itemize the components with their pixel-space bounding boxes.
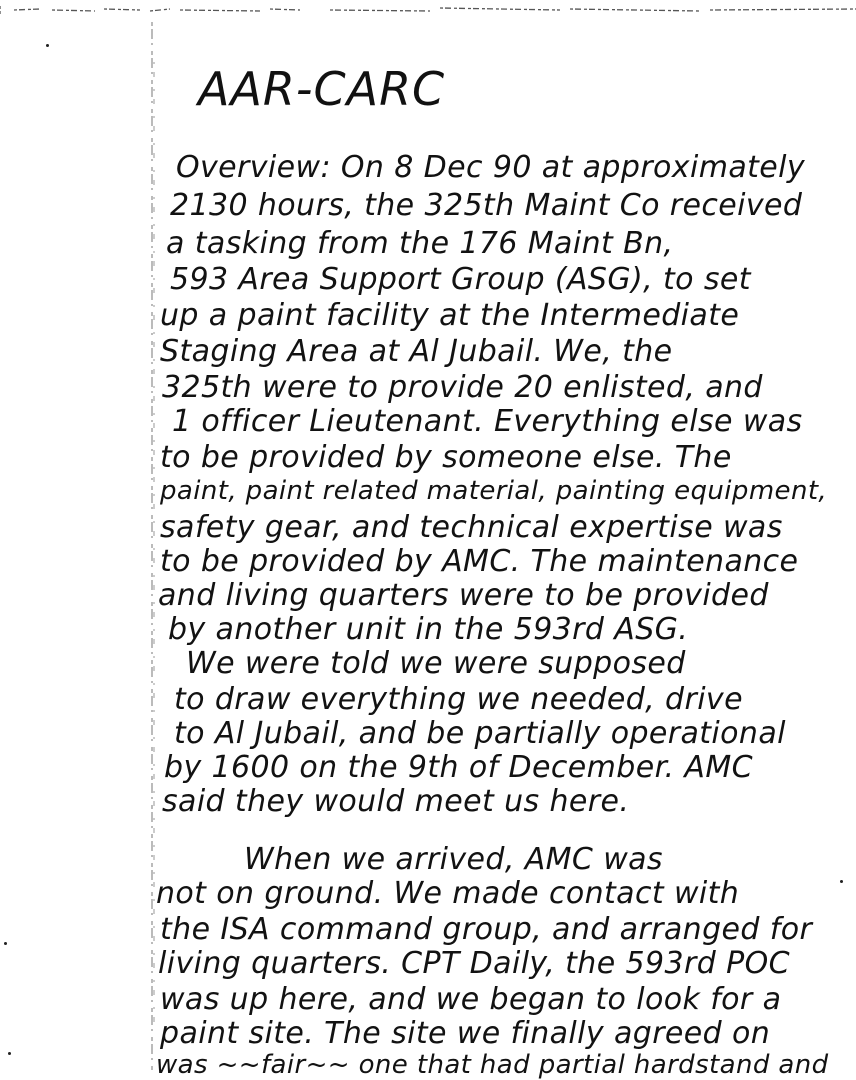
handwritten-line: paint, paint related material, painting equipment, (160, 476, 828, 506)
handwritten-line: living quarters. CPT Daily, the 593rd POC (158, 946, 790, 981)
handwritten-line: Staging Area at Al Jubail. We, the (160, 334, 673, 369)
handwritten-line: to draw everything we needed, drive (174, 682, 743, 717)
handwritten-line: up a paint facility at the Intermediate (160, 298, 740, 333)
handwritten-line: Overview: On 8 Dec 90 at approximately (176, 150, 806, 185)
handwritten-line: 593 Area Support Group (ASG), to set (170, 262, 751, 297)
handwritten-line: We were told we were supposed (186, 646, 686, 681)
handwritten-line: to Al Jubail, and be partially operational (174, 716, 786, 751)
handwritten-line: not on ground. We made contact with (156, 876, 740, 911)
handwritten-line: safety gear, and technical expertise was (160, 510, 783, 545)
scan-speck (8, 1052, 11, 1055)
scan-speck (4, 942, 7, 945)
handwritten-line: the ISA command group, and arranged for (160, 912, 813, 947)
handwritten-line: 325th were to provide 20 enlisted, and (162, 370, 763, 405)
handwritten-line: by another unit in the 593rd ASG. (168, 612, 689, 647)
document-title: AAR-CARC (198, 62, 446, 116)
handwritten-line: said they would meet us here. (162, 784, 630, 819)
handwritten-line: 1 officer Lieutenant. Everything else was (172, 404, 803, 439)
handwritten-line: to be provided by someone else. The (160, 440, 732, 475)
handwritten-line: When we arrived, AMC was (244, 842, 663, 877)
scan-margin-line (150, 22, 156, 1072)
handwritten-line: by 1600 on the 9th of December. AMC (164, 750, 753, 785)
scan-speck (840, 880, 843, 883)
scan-top-edge-noise (0, 4, 856, 16)
scan-speck (46, 44, 49, 47)
handwritten-line: was up here, and we began to look for a (160, 982, 782, 1017)
handwritten-line: and living quarters were to be provided (158, 578, 769, 613)
handwritten-line: a tasking from the 176 Maint Bn, (166, 226, 674, 261)
handwritten-line: was ~~fair~~ one that had partial hardstand and (156, 1050, 829, 1080)
handwritten-line: to be provided by AMC. The maintenance (160, 544, 799, 579)
handwritten-line: paint site. The site we finally agreed on (160, 1016, 771, 1051)
handwritten-line: 2130 hours, the 325th Maint Co received (170, 188, 803, 223)
